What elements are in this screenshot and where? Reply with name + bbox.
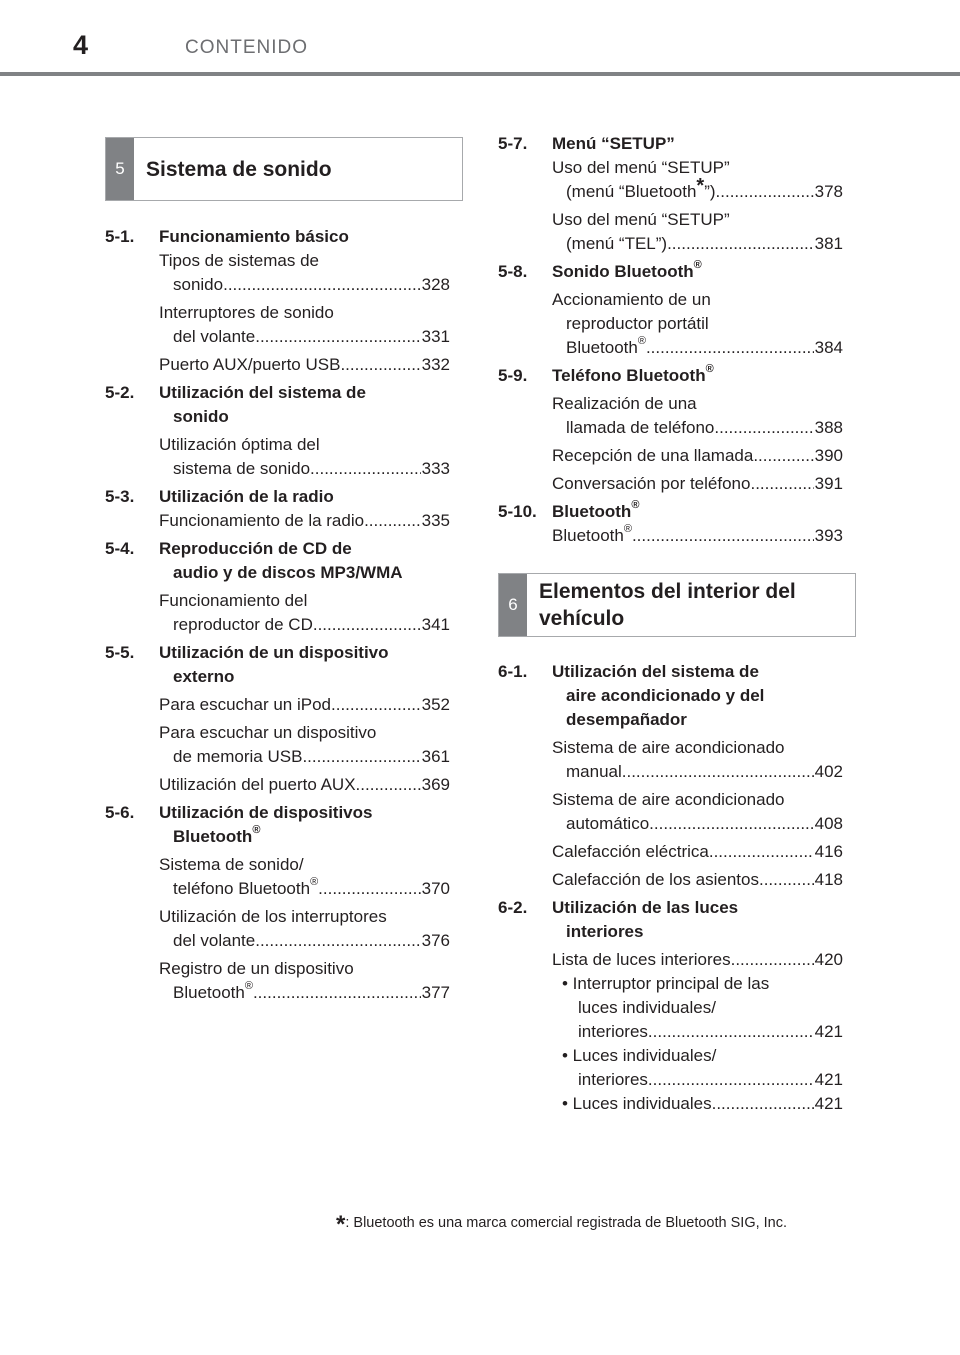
registered-mark: ® (705, 363, 714, 376)
toc-entry[interactable] (105, 353, 450, 377)
subsection-number: 5-3. (105, 487, 135, 506)
section-6-title-line: vehículo (539, 607, 625, 630)
toc-entry[interactable] (498, 472, 843, 496)
toc-right-column-top (498, 132, 843, 548)
toc-bullet-text: • Luces individuales/ (562, 1046, 717, 1065)
toc-entry[interactable] (105, 877, 450, 901)
toc-bullet-entry[interactable] (498, 1068, 843, 1092)
page-ref: 416 (814, 842, 843, 861)
toc-subsection-5-1[interactable] (105, 225, 450, 249)
toc-subsection-6-1[interactable] (498, 660, 843, 684)
toc-subsection-5-5[interactable] (105, 641, 450, 665)
toc-entry-text: llamada de teléfono (566, 418, 715, 437)
subsection-title: Utilización de dispositivos (159, 803, 373, 822)
toc-entry-text: Utilización óptima del (159, 435, 320, 454)
toc-bullet-text: • Luces individuales (562, 1094, 712, 1113)
toc-subsection-5-8[interactable] (498, 260, 843, 284)
page-ref: 361 (421, 747, 450, 766)
section-5-heading (105, 137, 463, 201)
page-title: CONTENIDO (185, 37, 308, 58)
toc-entry-text: Sistema de aire acondicionado (552, 790, 785, 809)
toc-entry-text: Lista de luces interiores (552, 950, 731, 969)
registered-mark: ® (637, 335, 646, 348)
toc-entry[interactable] (105, 693, 450, 717)
toc-entry[interactable] (105, 745, 450, 769)
registered-mark: ® (252, 824, 261, 837)
toc-entry-text: reproductor portátil (566, 314, 709, 333)
toc-entry[interactable] (105, 273, 450, 297)
toc-entry-text: Uso del menú “SETUP” (552, 158, 730, 177)
toc-entry-text: del volante (173, 327, 256, 346)
footnote (336, 1206, 788, 1238)
toc-entry-text: Sistema de aire acondicionado (552, 738, 785, 757)
subsection-title (173, 825, 260, 849)
subsection-title: desempañador (566, 710, 687, 729)
toc-entry[interactable] (498, 760, 843, 784)
page-ref: 370 (421, 879, 450, 898)
toc-subsection-5-7[interactable] (498, 132, 843, 156)
subsection-title: Bluetooth® (552, 499, 640, 521)
subsection-number: 6-1. (498, 662, 528, 681)
toc-entry-text: Sistema de sonido/ (159, 855, 304, 874)
toc-bullet-text: interiores (578, 1070, 648, 1089)
subsection-number: 5-6. (105, 803, 135, 822)
toc-entry-text: (menú “TEL”) (566, 234, 668, 253)
subsection-title: Sonido Bluetooth® (552, 259, 702, 281)
page-ref: 332 (421, 355, 450, 374)
toc-entry[interactable] (498, 948, 843, 972)
toc-subsection-5-3[interactable] (105, 485, 450, 509)
subsection-number: 5-8. (498, 262, 528, 281)
page-ref: 390 (814, 446, 843, 465)
subsection-title: externo (173, 667, 235, 686)
toc-entry[interactable] (105, 457, 450, 481)
toc-entry[interactable] (498, 336, 843, 360)
header-rule (0, 72, 960, 76)
registered-mark: ® (244, 980, 253, 993)
registered-mark: ® (623, 523, 632, 536)
section-5-title: Sistema de sonido (146, 157, 332, 181)
subsection-title: Utilización de un dispositivo (159, 643, 389, 662)
section-6-title-line: Elementos del interior del (539, 580, 796, 603)
subsection-number: 5-5. (105, 643, 135, 662)
page-ref: 341 (421, 615, 450, 634)
toc-entry[interactable] (105, 773, 450, 797)
toc-subsection-5-10[interactable] (498, 500, 843, 524)
page-ref: 352 (421, 695, 450, 714)
toc-entry-text: Utilización de los interruptores (159, 907, 387, 926)
page-ref: 421 (814, 1022, 843, 1041)
subsection-title: interiores (566, 922, 644, 941)
toc-entry-text: Calefacción eléctrica (552, 842, 709, 861)
toc-bullet-entry[interactable] (498, 1092, 843, 1116)
toc-entry[interactable] (498, 175, 843, 204)
page-ref: 421 (814, 1094, 843, 1113)
page-ref: 335 (421, 511, 450, 530)
toc-entry-text: Funcionamiento del (159, 591, 308, 610)
footnote-star: * (336, 1211, 346, 1238)
toc-subsection-5-6[interactable] (105, 801, 450, 825)
toc-entry[interactable] (498, 840, 843, 864)
toc-bullet-text: interiores (578, 1022, 648, 1041)
page-ref: 376 (421, 931, 450, 950)
page-number: 4 (73, 30, 89, 60)
toc-bullet-text: • Interruptor principal de las (562, 974, 770, 993)
toc-left-column (105, 225, 450, 1005)
toc-entry[interactable] (105, 929, 450, 953)
toc-entry[interactable] (498, 812, 843, 836)
toc-entry-text: Funcionamiento de la radio (159, 511, 365, 530)
subsection-number: 5-4. (105, 539, 135, 558)
page-ref: 331 (421, 327, 450, 346)
page-ref: 369 (421, 775, 450, 794)
subsection-title-text: Bluetooth (173, 827, 253, 846)
toc-entry-text: sonido (173, 275, 224, 294)
subsection-title: Utilización de la radio (159, 487, 334, 506)
toc-entry-text: manual (566, 762, 622, 781)
page-ref: 381 (814, 234, 843, 253)
subsection-number: 5-1. (105, 227, 135, 246)
toc-entry-text: Bluetooth® (173, 980, 253, 1002)
toc-entry-text: Para escuchar un iPod (159, 695, 331, 714)
toc-entry-text: Realización de una (552, 394, 697, 413)
page-ref: 402 (814, 762, 843, 781)
subsection-title: Reproducción de CD de (159, 539, 352, 558)
toc-entry-text: Bluetooth® (552, 523, 632, 545)
registered-mark: ® (693, 259, 702, 272)
toc-entry[interactable] (498, 232, 843, 256)
toc-entry[interactable] (105, 613, 450, 637)
subsection-title: Utilización del sistema de (552, 662, 759, 681)
subsection-title: Funcionamiento básico (159, 227, 349, 246)
toc-subsection-5-4[interactable] (105, 537, 450, 561)
toc-entry-text: del volante (173, 931, 256, 950)
toc-entry-text: Uso del menú “SETUP” (552, 210, 730, 229)
page-ref: 420 (814, 950, 843, 969)
subsection-title: Utilización del sistema de (159, 383, 366, 402)
toc-entry-text: Conversación por teléfono (552, 474, 751, 493)
toc-entry-text: Accionamiento de un (552, 290, 711, 309)
page-ref: 421 (814, 1070, 843, 1089)
toc-entry-text: Utilización del puerto AUX (159, 775, 356, 794)
page-ref: 377 (421, 983, 450, 1002)
page-ref: 333 (421, 459, 450, 478)
subsection-number: 5-10. (498, 502, 537, 521)
toc-entry-text: Registro de un dispositivo (159, 959, 354, 978)
toc-subsection-5-2[interactable] (105, 381, 450, 405)
subsection-title: aire acondicionado y del (566, 686, 765, 705)
toc-subsection-6-2[interactable] (498, 896, 843, 920)
toc-entry-text: de memoria USB (173, 747, 303, 766)
toc-entry[interactable] (498, 444, 843, 468)
page-ref: 384 (814, 338, 843, 357)
toc-entry-text: Calefacción de los asientos (552, 870, 759, 889)
toc-bullet-text: luces individuales/ (578, 998, 716, 1017)
registered-mark: ® (310, 876, 319, 889)
page-ref: 418 (814, 870, 843, 889)
page-ref: 408 (814, 814, 843, 833)
footnote-star: * (696, 175, 705, 198)
subsection-title: Utilización de las luces (552, 898, 739, 917)
subsection-number: 5-7. (498, 134, 528, 153)
page-header (0, 0, 960, 78)
page-ref: 391 (814, 474, 843, 493)
toc-entry-text: Interruptores de sonido (159, 303, 334, 322)
subsection-title: Menú “SETUP” (552, 134, 675, 153)
toc-entry[interactable] (105, 509, 450, 533)
toc-entry-text: sistema de sonido (173, 459, 311, 478)
toc-entry-text: Tipos de sistemas de (159, 251, 319, 270)
registered-mark: ® (631, 499, 640, 512)
subsection-title: Teléfono Bluetooth® (552, 363, 714, 385)
toc-entry-text: Puerto AUX/puerto USB (159, 355, 341, 374)
section-5-tab: 5 (106, 138, 134, 200)
toc-entry-text: reproductor de CD (173, 615, 313, 634)
toc-entry[interactable] (105, 981, 450, 1005)
toc-entry[interactable] (498, 416, 843, 440)
subsection-number: 6-2. (498, 898, 528, 917)
page-ref: 393 (814, 526, 843, 545)
subsection-number: 5-9. (498, 366, 528, 385)
toc-entry-text: Recepción de una llamada (552, 446, 754, 465)
section-6-tab: 6 (499, 574, 527, 636)
section-6-title (539, 574, 847, 636)
subsection-title: sonido (173, 407, 229, 426)
page-ref: 328 (421, 275, 450, 294)
toc-bullet-entry[interactable] (498, 1020, 843, 1044)
subsection-title: audio y de discos MP3/WMA (173, 563, 403, 582)
toc-entry-text: teléfono Bluetooth® (173, 876, 319, 898)
subsection-number: 5-2. (105, 383, 135, 402)
section-6-heading (498, 573, 856, 637)
footnote-text: : Bluetooth es una marca comercial registrada de Bluetooth SIG, Inc. (345, 1215, 788, 1231)
page-ref: 388 (814, 418, 843, 437)
toc-right-column-bottom (498, 660, 843, 1116)
toc-entry[interactable] (498, 868, 843, 892)
page-ref: 378 (814, 182, 843, 201)
toc-subsection-5-9[interactable] (498, 364, 843, 388)
toc-entry[interactable] (105, 325, 450, 349)
toc-entry-text: (menú “Bluetooth*”) (566, 175, 716, 201)
toc-entry-text: Bluetooth® (566, 335, 646, 357)
toc-entry-text: Para escuchar un dispositivo (159, 723, 377, 742)
toc-entry-text: automático (566, 814, 650, 833)
toc-entry[interactable] (498, 524, 843, 548)
